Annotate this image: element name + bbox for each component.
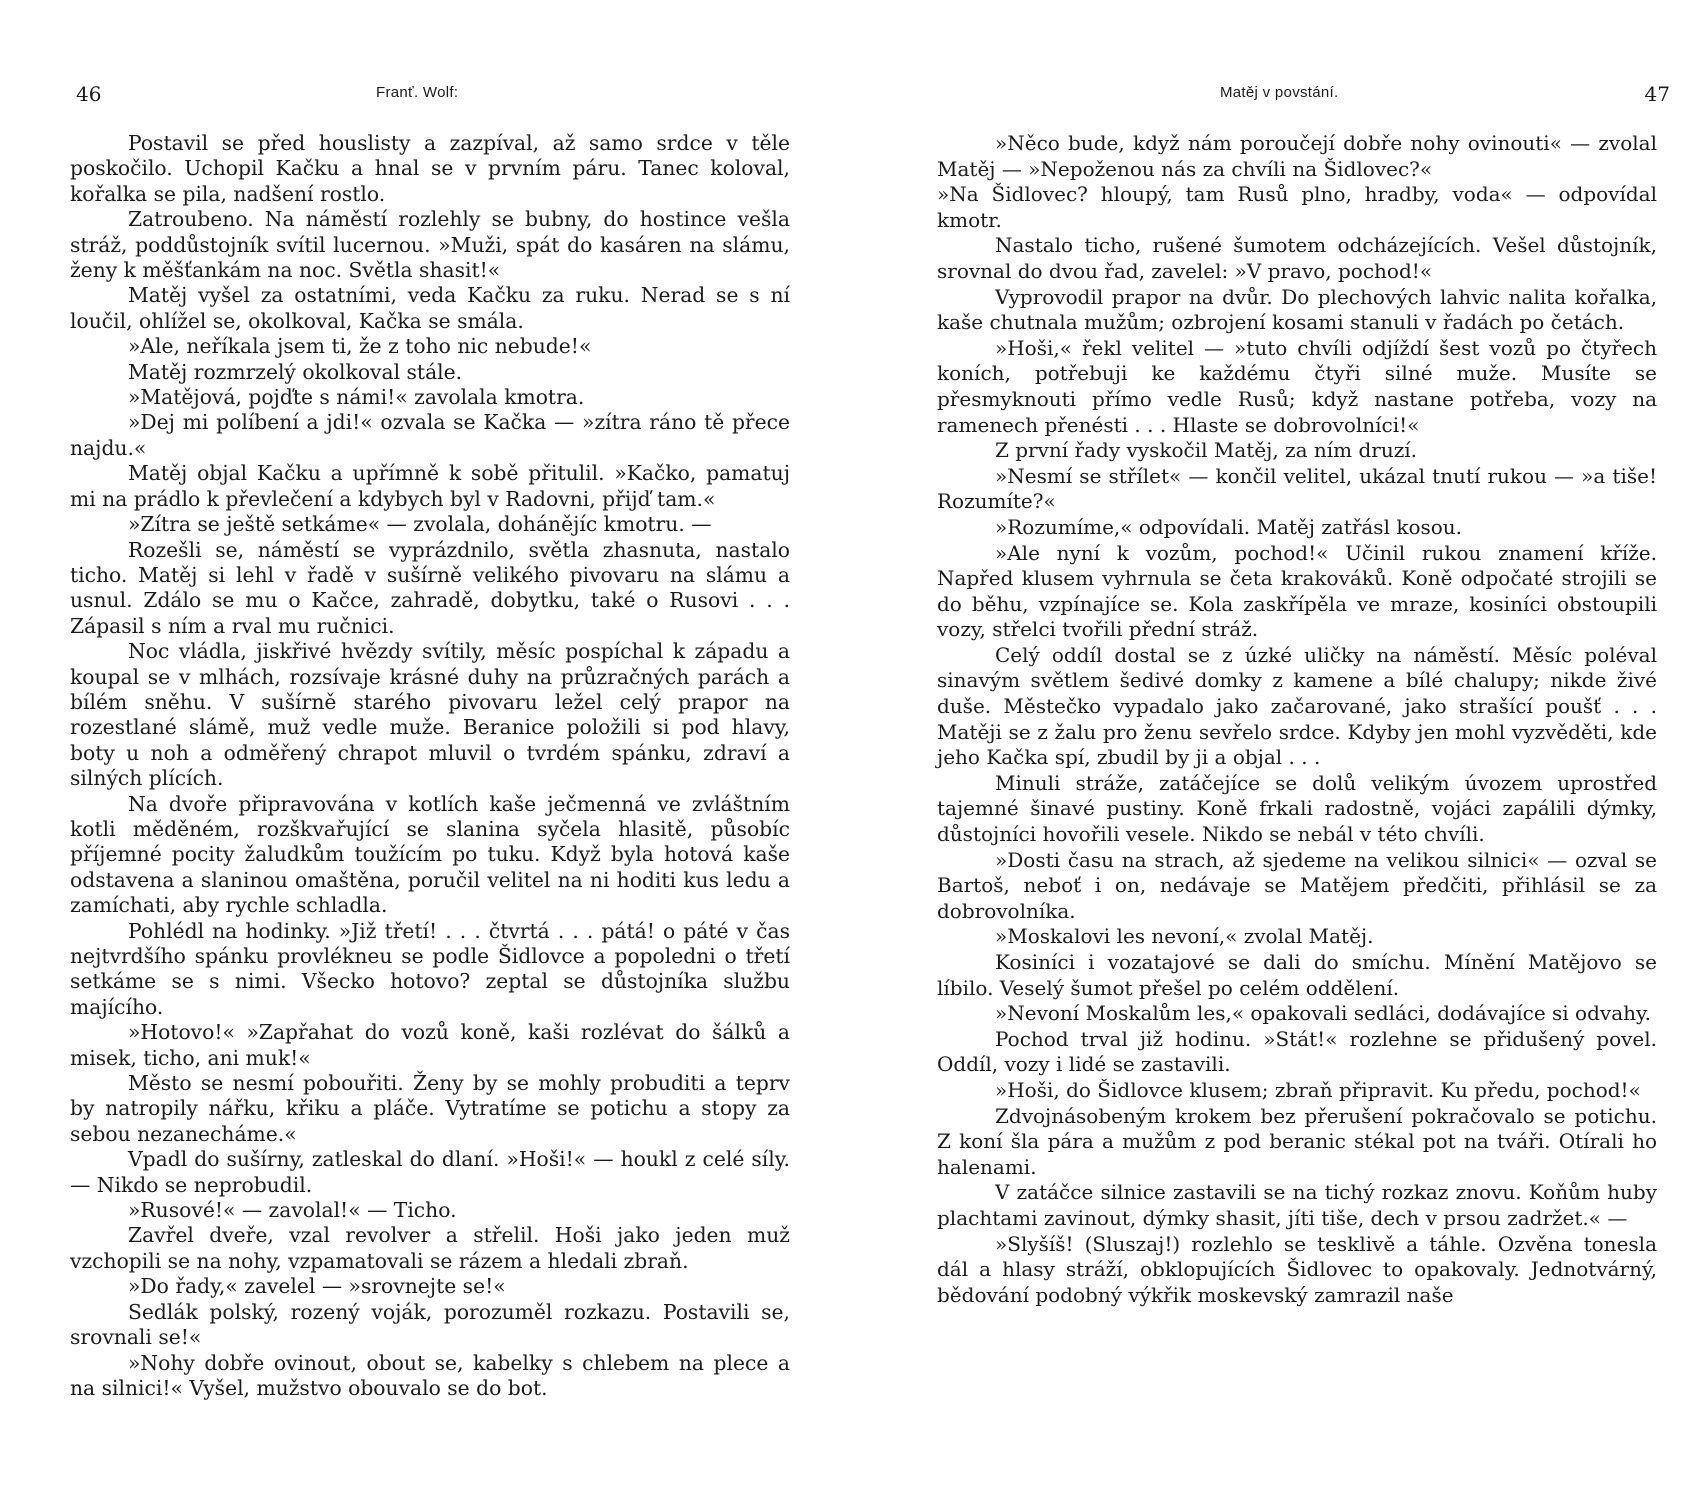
paragraph: Vpadl do sušírny, zatleskal do dlaní. »Hoši!« — houkl z celé síly. — Nikdo se neprobudil. [70,1147,790,1197]
right-page [937,0,1670,1500]
paragraph: »Rozumíme,« odpovídali. Matěj zatřásl kosou. [995,514,1463,539]
paragraph: »Hoši, do Šidlovce klusem; zbraň připravit. Ku předu, pochod!« [995,1077,1641,1102]
paragraph: Noc vládla, jiskřivé hvězdy svítily, měsíc pospíchal k západu a koupal se v mlhách, rozsívaje krásné duhy na průzračných parách a bílém sněhu. V sušírně starého pivovaru ležel celý prapor na rozestlané slámě, muž vedle muže. Beranice položili si pod hlavy, boty u noh a odměřený chrapot mluvil o tvrdém spánku, zdraví a silných plících. [70,639,790,791]
paragraph: »Na Šidlovec? hloupý, tam Rusů plno, hradby, voda« — odpovídal kmotr. [937,182,1657,232]
paragraph: »Dej mi políbení a jdi!« ozvala se Kačka — »zítra ráno tě přece najdu.« [70,410,790,460]
running-head: Franť. Wolf: [376,84,459,101]
paragraph: »Nohy dobře ovinout, obout se, kabelky s chlebem na plece a na silnici!« Vyšel, mužstvo obouvalo se do bot. [70,1350,790,1400]
page-header [70,82,790,112]
paragraph: Pohlédl na hodinky. »Již třetí! . . . čtvrtá . . . pátá! o páté v čas nejtvrdšího spánku provlékneu se podle Šidlovce a popoledni o třetí setkáme se s nimi. Všecko hotovo? zeptal se důstojníka službu majícího. [70,918,790,1019]
paragraph: »Dosti času na strach, až sjedeme na velikou silnici« — ozval se Bartoš, neboť i on, nedávaje se Matějem předčiti, přihlásil se za dobrovolníka. [937,847,1657,923]
left-page [70,0,790,1500]
paragraph: Sedlák polský, rozený voják, porozuměl rozkazu. Postavili se, srovnali se!« [70,1299,790,1350]
paragraph: Zdvojnásobeným krokem bez přerušení pokračovalo se potichu. Z koní šla pára a mužům z pod beranic stékal pot na tváři. Otírali ho halenami. [937,1103,1657,1179]
paragraph: »Ale nyní k vozům, pochod!« Učinil rukou znamení kříže. Napřed klusem vyhrnula se četa krakováků. Koně odpočaté strojili se do běhu, vzpínajíce se. Kola zaskřípěla ve mraze, kosiníci obstoupili vozy, střelci tvořili přední stráž. [937,540,1657,642]
paragraph: V zatáčce silnice zastavili se na tichý rozkaz znovu. Koňům huby plachtami zavinout, dýmky shasit, jíti tiše, dech v prsou zadržet.« — [937,1180,1657,1230]
paragraph: »Do řady,« zavelel — »srovnejte se!« [128,1274,506,1299]
paragraph: Město se nesmí pobouřiti. Ženy by se mohly probuditi a teprv by natropily nářku, křiku a pláče. Vytratíme se potichu a stopy za sebou nezanecháme.« [70,1071,790,1146]
page-number: 46 [76,82,102,106]
paragraph: »Matějová, pojďte s námi!« zavolala kmotra. [128,385,585,410]
paragraph: »Moskalovi les nevoní,« zvolal Matěj. [995,924,1374,949]
paragraph: »Zítra se ještě setkáme« — zvolala, dohánějíc kmotru. — [128,512,712,537]
paragraph: Z první řady vyskočil Matěj, za ním druzí. [995,438,1418,463]
paragraph: Zavřel dveře, vzal revolver a střelil. Hoši jako jeden muž vzchopili se na nohy, vzpamatovali se rázem a hledali zbraň. [70,1223,790,1273]
running-head: Matěj v povstání. [1220,84,1339,101]
body-text [937,131,1657,1308]
paragraph: »Rusové!« — zavolal!« — Ticho. [128,1198,457,1223]
paragraph: Matěj rozmrzelý okolkoval stále. [128,359,463,384]
paragraph: Kosiníci i vozatajové se dali do smíchu. Mínění Matějovo se líbilo. Veselý šumot přešel po celém oddělení. [937,950,1657,1000]
paragraph: »Hoši,« řekl velitel — »tuto chvíli odjíždí šest vozů po čtyřech koních, potřebuji ke každému čtyři silné muže. Musíte se přesmyknouti přímo vedle Rusů; když nastane potřeba, vozy na ramenech přenésti . . . Hlaste se dobrovolníci!« [937,335,1657,437]
paragraph: Rozešli se, náměstí se vyprázdnilo, světla zhasnuta, nastalo ticho. Matěj si lehl v řadě v sušírně velikého pivovaru na slámu a usnul. Zdálo se mu o Kačce, zahradě, dobytku, také o Rusovi . . . Zápasil s ním a rval mu ručnici. [70,537,790,638]
paragraph: Zatroubeno. Na náměstí rozlehly se bubny, do hostince vešla stráž, poddůstojník svítil lucernou. »Muži, spát do kasáren na slámu, ženy k měšťankám na noc. Světla shasit!« [70,207,790,283]
paragraph: »Slyšíš! (Sluszaj!) rozlehlo se tesklivě a táhle. Ozvěna tonesla dál a hlasy stráží, obklopujících Šidlovec to opakovaly. Jednotvárný, bědování podobný výkřik moskevský zamrazil naše [937,1231,1657,1307]
paragraph: »Nevoní Moskalům les,« opakovali sedláci, dodávajíce si odvahy. [995,1001,1652,1026]
paragraph: Celý oddíl dostal se z úzké uličky na náměstí. Měsíc poléval sinavým světlem šedivé domky z kamene a bílé chalupy; nikde živé duše. Městečko vypadalo jako začarované, jako strašící poušť . . . Matěji se z žalu pro ženu sevřelo srdce. Kdyby jen mohl vyzvěděti, kde jeho Kačka spí, zbudil by ji a objal . . . [937,642,1657,770]
paragraph: »Hotovo!« »Zapřahat do vozů koně, kaši rozlévat do šálků a misek, ticho, ani muk!« [70,1020,790,1070]
paragraph: Postavil se před houslisty a zazpíval, až samo srdce v těle poskočilo. Uchopil Kačku a hnal se v prvním páru. Tanec koloval, kořalka se pila, nadšení rostlo. [70,131,790,206]
page-header [937,82,1670,112]
page-number: 47 [1644,82,1670,106]
paragraph: Matěj objal Kačku a upřímně k sobě přitulil. »Kačko, pamatuj mi na prádlo k převlečení a kdybych byl v Radovni, přijď tam.« [70,461,790,511]
paragraph: Minuli stráže, zatáčejíce se dolů velikým úvozem uprostřed tajemné šinavé pustiny. Koně frkali radostně, vojáci zapálili dýmky, důstojníci hovořili vesele. Nikdo se nebál v této chvíli. [937,770,1657,847]
paragraph: Matěj vyšel za ostatními, veda Kačku za ruku. Nerad se s ní loučil, ohlížel se, okolkoval, Kačka se smála. [70,283,790,333]
paragraph: Na dvoře připravována v kotlích kaše ječmenná ve zvláštním kotli měděném, rozškvařující se slanina syčela hlasitě, působíc příjemné pocity žaludkům toužícím po tuku. Když byla hotová kaše odstavena a slaninou omaštěna, poručil velitel na ni hoditi kus ledu a zamíchati, aby rychle schladla. [70,791,790,918]
paragraph: »Nesmí se střílet« — končil velitel, ukázal tnutí rukou — »a tiše! Rozumíte?« [937,463,1657,514]
body-text [70,131,790,1401]
paragraph: »Ale, neříkala jsem ti, že z toho nic nebude!« [128,334,592,359]
paragraph: Nastalo ticho, rušené šumotem odcházejících. Vešel důstojník, srovnal do dvou řad, zavelel: »V pravo, pochod!« [937,233,1657,283]
paragraph: Vyprovodil prapor na dvůr. Do plechových lahvic nalita kořalka, kaše chutnala mužům; ozbrojení kosami stanuli v řadách po četách. [937,284,1657,335]
paragraph: Pochod trval již hodinu. »Stát!« rozlehne se přidušený povel. Oddíl, vozy i lidé se zastavili. [937,1026,1657,1077]
paragraph: »Něco bude, když nám poroučejí dobře nohy ovinouti« — zvolal Matěj — »Nepoženou nás za chvíli na Šidlovec?« [937,131,1657,181]
